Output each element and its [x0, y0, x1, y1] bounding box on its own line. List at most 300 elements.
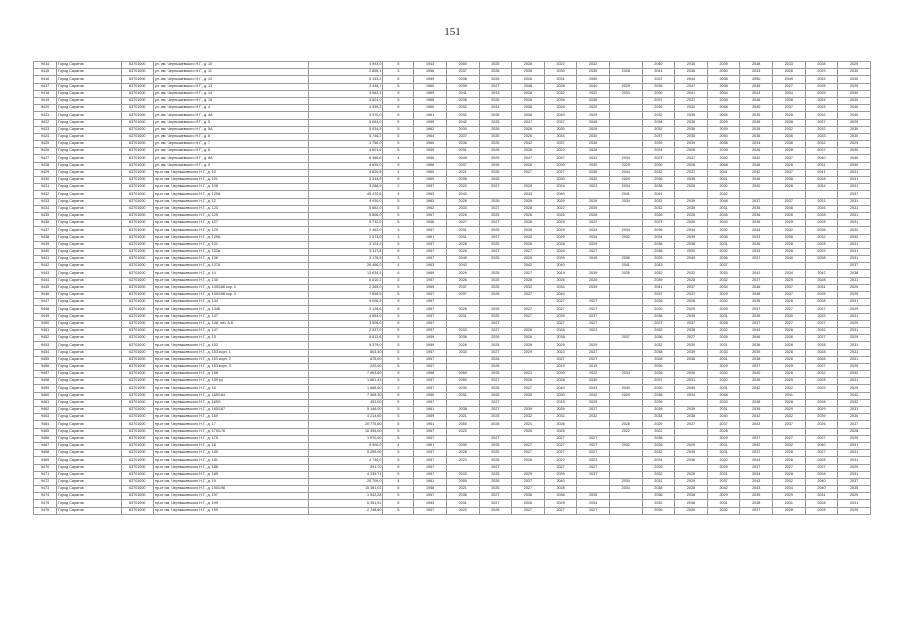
work-year-col-10: 2042	[740, 169, 773, 176]
table-row	[34, 234, 871, 241]
work-year-col-10: 2050	[740, 76, 773, 83]
address: ул. им. Чернышевского Н.Г., д. 8А	[153, 155, 308, 162]
work-year-col-13: 2031	[838, 349, 871, 356]
table-row	[34, 220, 871, 227]
build-year: 1957	[414, 292, 447, 299]
work-year-col-1: 2043	[446, 263, 479, 270]
work-year-col-8: 2036	[675, 500, 708, 507]
build-year: 1969	[414, 90, 447, 97]
address: ул. им. Чернышевского Н.Г., д. 9	[153, 162, 308, 169]
work-year-col-11: 2032	[773, 227, 806, 234]
work-year-col-10: 2039	[740, 378, 773, 385]
work-year-col-11: 2029	[773, 277, 806, 284]
work-year-col-5: 2030	[577, 162, 610, 169]
work-year-col-9: 2028	[707, 320, 740, 327]
address: ул. им. Чернышевского Н.Г., д. 5	[153, 119, 308, 126]
table-row	[34, 414, 871, 421]
work-year-col-12: 2028	[805, 378, 838, 385]
oktmo-code: 63701000	[121, 184, 153, 191]
work-year-col-2: 2026	[479, 306, 512, 313]
work-year-col-10: 2037	[740, 198, 773, 205]
work-year-col-10: 2034	[740, 227, 773, 234]
work-year-col-8: 2049	[675, 256, 708, 263]
work-year-col-9: 2032	[707, 371, 740, 378]
work-year-col-8	[675, 428, 708, 435]
floors: 5	[383, 342, 414, 349]
work-year-col-11: 2028	[773, 457, 806, 464]
table-row	[34, 471, 871, 478]
work-year-col-13: 2037	[838, 263, 871, 270]
work-year-col-10: 2033	[740, 248, 773, 255]
table-row	[34, 162, 871, 169]
work-year-col-5: 2043	[577, 385, 610, 392]
municipality: Город Саратов	[57, 220, 121, 227]
work-year-col-2: 2026	[479, 292, 512, 299]
oktmo-code: 63701000	[121, 442, 153, 449]
total-area: 4 601,6	[308, 148, 383, 155]
table-row	[34, 349, 871, 356]
address: пр-кт им. Чернышевского Н.Г., д. 125	[153, 212, 308, 219]
work-year-col-3	[512, 320, 545, 327]
work-year-col-11: 2029	[773, 220, 806, 227]
work-year-col-2: 2027	[479, 248, 512, 255]
work-year-col-8: 2037	[675, 169, 708, 176]
work-year-col-13: 2029	[838, 435, 871, 442]
floors: 4	[383, 169, 414, 176]
work-year-col-5	[577, 263, 610, 270]
work-year-col-4: 2037	[544, 119, 577, 126]
oktmo-code: 63701000	[121, 306, 153, 313]
work-year-col-8: 2044	[675, 76, 708, 83]
work-year-col-11: 2028	[773, 148, 806, 155]
municipality: Город Саратов	[57, 198, 121, 205]
work-year-col-12	[805, 263, 838, 270]
address: пр-кт им. Чернышевского Н.Г., д. 144	[153, 299, 308, 306]
floors: 5	[383, 421, 414, 428]
floors: 5	[383, 62, 414, 69]
work-year-col-5: 2027	[577, 407, 610, 414]
table-row	[34, 97, 871, 104]
work-year-col-12: 2041	[805, 169, 838, 176]
work-year-col-6	[609, 464, 642, 471]
work-year-col-8: 2028	[675, 162, 708, 169]
work-year-col-9: 2032	[707, 191, 740, 198]
work-year-col-8	[675, 363, 708, 370]
total-area: 5 295,00	[308, 450, 383, 457]
work-year-col-7: 2037	[642, 76, 675, 83]
work-year-col-9: 2039	[707, 62, 740, 69]
work-year-col-12: 2037	[805, 119, 838, 126]
work-year-col-12: 2029	[805, 385, 838, 392]
work-year-col-2: 2026	[479, 97, 512, 104]
work-year-col-13: 2030	[838, 162, 871, 169]
work-year-col-6: 2034	[609, 155, 642, 162]
work-year-col-6: 2041	[609, 191, 642, 198]
work-year-col-7: 2027	[642, 320, 675, 327]
work-year-col-12: 2029	[805, 69, 838, 76]
row-number: 9421	[34, 112, 57, 119]
address: пр-кт им. Чернышевского Н.Г., д. 120А	[153, 191, 308, 198]
work-year-col-10: 2039	[740, 493, 773, 500]
floors: 5	[383, 76, 414, 83]
total-area: 5 117,8	[308, 248, 383, 255]
municipality: Город Саратов	[57, 133, 121, 140]
work-year-col-13: 2029	[838, 320, 871, 327]
work-year-col-12: 2028	[805, 507, 838, 514]
table-row	[34, 313, 871, 320]
municipality: Город Саратов	[57, 155, 121, 162]
work-year-col-8: 2039	[675, 141, 708, 148]
work-year-col-2: 2025	[479, 177, 512, 184]
work-year-col-7: 2030	[642, 90, 675, 97]
work-year-col-7: 2039	[642, 399, 675, 406]
oktmo-code: 63701000	[121, 227, 153, 234]
work-year-col-1: 2028	[446, 450, 479, 457]
floors: 5	[383, 371, 414, 378]
oktmo-code: 63701000	[121, 450, 153, 457]
floors: 4	[383, 155, 414, 162]
work-year-col-12: 2029	[805, 90, 838, 97]
floors: 5	[383, 112, 414, 119]
work-year-col-11: 2028	[773, 356, 806, 363]
municipality: Город Саратов	[57, 385, 121, 392]
address: пр-кт им. Чернышевского Н.Г., д. 19	[153, 478, 308, 485]
oktmo-code: 63701000	[121, 234, 153, 241]
work-year-col-8: 2039	[675, 349, 708, 356]
work-year-col-13: 2029	[838, 507, 871, 514]
total-area: 3 124,2	[308, 241, 383, 248]
municipality: Город Саратов	[57, 205, 121, 212]
work-year-col-4: 2029	[544, 198, 577, 205]
work-year-col-9: 2029	[707, 363, 740, 370]
build-year: 1959	[414, 414, 447, 421]
municipality: Город Саратов	[57, 442, 121, 449]
work-year-col-11: 2038	[773, 205, 806, 212]
work-year-col-6	[609, 141, 642, 148]
work-year-col-4: 2040	[544, 385, 577, 392]
work-year-col-3: 2026	[512, 76, 545, 83]
work-year-col-8: 2028	[675, 486, 708, 493]
work-year-col-7: 2037	[642, 133, 675, 140]
work-year-col-6	[609, 378, 642, 385]
work-year-col-8: 2039	[675, 313, 708, 320]
work-year-col-9: 2033	[707, 399, 740, 406]
oktmo-code: 63701000	[121, 112, 153, 119]
work-year-col-4: 2023	[544, 349, 577, 356]
floors: 5	[383, 97, 414, 104]
build-year: 1957	[414, 277, 447, 284]
work-year-col-3: 2026	[512, 133, 545, 140]
work-year-col-11: 2038	[773, 234, 806, 241]
row-number: 9426	[34, 148, 57, 155]
work-year-col-3: 2021	[512, 421, 545, 428]
work-year-col-10: 2033	[740, 234, 773, 241]
work-year-col-1: 2028	[446, 241, 479, 248]
work-year-col-8: 2038	[675, 356, 708, 363]
work-year-col-9: 2034	[707, 284, 740, 291]
table-row	[34, 177, 871, 184]
work-year-col-2: 2026	[479, 133, 512, 140]
work-year-col-6	[609, 277, 642, 284]
work-year-col-13: 2040	[838, 112, 871, 119]
work-year-col-2: 2025	[479, 270, 512, 277]
work-year-col-13: 2030	[838, 133, 871, 140]
work-year-col-3: 2028	[512, 220, 545, 227]
address: пр-кт им. Чернышевского Н.Г., д. 140/166 кор. 1	[153, 284, 308, 291]
row-number: 9464	[34, 421, 57, 428]
work-year-col-5	[577, 478, 610, 485]
work-year-col-4: 2027	[544, 435, 577, 442]
work-year-col-9: 2037	[707, 421, 740, 428]
work-year-col-8: 2028	[675, 299, 708, 306]
housing-register-table	[33, 61, 871, 515]
work-year-col-12: 2026	[805, 421, 838, 428]
oktmo-code: 63701000	[121, 399, 153, 406]
floors: 5	[383, 284, 414, 291]
work-year-col-3: 2032	[512, 284, 545, 291]
work-year-col-1: 2037	[446, 69, 479, 76]
row-number: 9449	[34, 313, 57, 320]
work-year-col-4: 2026	[544, 421, 577, 428]
row-number: 9432	[34, 191, 57, 198]
row-number: 9420	[34, 105, 57, 112]
work-year-col-8: 2035	[675, 62, 708, 69]
work-year-col-4: 2029	[544, 234, 577, 241]
row-number: 9414	[34, 62, 57, 69]
work-year-col-4: 2026	[544, 277, 577, 284]
work-year-col-4: 2028	[544, 486, 577, 493]
work-year-col-5: 2037	[577, 471, 610, 478]
floors: 3	[383, 69, 414, 76]
work-year-col-5: 2046	[577, 119, 610, 126]
address: пр-кт им. Чернышевского Н.Г., д. 189	[153, 471, 308, 478]
work-year-col-7: 2036	[642, 335, 675, 342]
work-year-col-3	[512, 464, 545, 471]
work-year-col-7: 2039	[642, 141, 675, 148]
work-year-col-11: 2027	[773, 464, 806, 471]
build-year: 1957	[414, 435, 447, 442]
work-year-col-3: 2037	[512, 478, 545, 485]
work-year-col-8: 2037	[675, 292, 708, 299]
build-year: 1966	[414, 97, 447, 104]
work-year-col-12: 2027	[805, 450, 838, 457]
work-year-col-8: 2039	[675, 407, 708, 414]
table-row	[34, 83, 871, 90]
total-area: 4 930,0	[308, 198, 383, 205]
work-year-col-8: 2038	[675, 327, 708, 334]
build-year: 1957	[414, 227, 447, 234]
work-year-col-10: 2034	[740, 471, 773, 478]
work-year-col-5: 2032	[577, 414, 610, 421]
work-year-col-6	[609, 356, 642, 363]
total-area: 3 906,0	[308, 320, 383, 327]
work-year-col-5: 2023	[577, 327, 610, 334]
municipality: Город Саратов	[57, 184, 121, 191]
work-year-col-2: 2025	[479, 442, 512, 449]
work-year-col-13: 2029	[838, 284, 871, 291]
work-year-col-13: 2040	[838, 155, 871, 162]
work-year-col-1: 2050	[446, 478, 479, 485]
work-year-col-8: 2030	[675, 507, 708, 514]
address: пр-кт им. Чернышевского Н.Г., д. 190/198	[153, 486, 308, 493]
work-year-col-12: 2027	[805, 306, 838, 313]
table-row	[34, 284, 871, 291]
work-year-col-8	[675, 399, 708, 406]
row-number: 9436	[34, 220, 57, 227]
floors: 5	[383, 90, 414, 97]
work-year-col-1: 2050	[446, 371, 479, 378]
work-year-col-10: 2036	[740, 133, 773, 140]
work-year-col-6	[609, 320, 642, 327]
work-year-col-7: 2032	[642, 112, 675, 119]
address: ул. им. Чернышевского Н.Г., д. 12	[153, 76, 308, 83]
oktmo-code: 63701000	[121, 478, 153, 485]
work-year-col-1: 2026	[446, 306, 479, 313]
work-year-col-12: 2026	[805, 205, 838, 212]
work-year-col-2: 2026	[479, 335, 512, 342]
work-year-col-10: 2045	[740, 119, 773, 126]
work-year-col-2: 2025	[479, 385, 512, 392]
total-area: 1 668,60	[308, 385, 383, 392]
address: пр-кт им. Чернышевского Н.Г., д. 108	[153, 184, 308, 191]
work-year-col-3: 2030	[512, 234, 545, 241]
build-year: 1961	[414, 442, 447, 449]
work-year-col-7: 2036	[642, 507, 675, 514]
row-number: 9456	[34, 363, 57, 370]
address: пр-кт им. Чернышевского Н.Г., д. 147	[153, 327, 308, 334]
oktmo-code: 63701000	[121, 169, 153, 176]
work-year-col-10: 2038	[740, 500, 773, 507]
total-area: 5 746,2	[308, 133, 383, 140]
floors: 5	[383, 277, 414, 284]
work-year-col-11	[773, 428, 806, 435]
municipality: Город Саратов	[57, 363, 121, 370]
work-year-col-7: 2034	[642, 234, 675, 241]
work-year-col-1: 2022	[446, 507, 479, 514]
work-year-col-2: 2025	[479, 227, 512, 234]
work-year-col-4: 2022	[544, 62, 577, 69]
total-area: 4 853,0	[308, 313, 383, 320]
work-year-col-1: 2026	[446, 277, 479, 284]
work-year-col-7: 2034	[642, 414, 675, 421]
build-year: 1959	[414, 76, 447, 83]
work-year-col-1: 2037	[446, 133, 479, 140]
table-row	[34, 320, 871, 327]
work-year-col-5: 2037	[577, 349, 610, 356]
work-year-col-5: 2026	[577, 277, 610, 284]
work-year-col-3: 2028	[512, 62, 545, 69]
total-area: 5 146,00	[308, 407, 383, 414]
work-year-col-11: 2037	[773, 198, 806, 205]
work-year-col-13: 2030	[838, 90, 871, 97]
work-year-col-12	[805, 428, 838, 435]
work-year-col-5: 2032	[577, 90, 610, 97]
work-year-col-8: 2036	[675, 126, 708, 133]
work-year-col-3: 2021	[512, 371, 545, 378]
table-row	[34, 378, 871, 385]
work-year-col-4: 2026	[544, 342, 577, 349]
work-year-col-13: 2031	[838, 457, 871, 464]
work-year-col-9: 2038	[707, 76, 740, 83]
work-year-col-13: 2031	[838, 313, 871, 320]
work-year-col-3: 2036	[512, 105, 545, 112]
work-year-col-12: 2027	[805, 464, 838, 471]
work-year-col-10: 2038	[740, 356, 773, 363]
build-year: 1957	[414, 349, 447, 356]
work-year-col-7: 2029	[642, 306, 675, 313]
floors: 5	[383, 392, 414, 399]
work-year-col-12: 2028	[805, 299, 838, 306]
work-year-col-4: 2030	[544, 69, 577, 76]
work-year-col-8: 2039	[675, 177, 708, 184]
work-year-col-11: 2034	[773, 90, 806, 97]
work-year-col-5: 2030	[577, 133, 610, 140]
row-number: 9461	[34, 399, 57, 406]
work-year-col-10: 2046	[740, 177, 773, 184]
work-year-col-2: 2026	[479, 162, 512, 169]
build-year: 1956	[414, 69, 447, 76]
work-year-col-13: 2032	[838, 399, 871, 406]
table-row	[34, 212, 871, 219]
municipality: Город Саратов	[57, 471, 121, 478]
work-year-col-4: 2039	[544, 313, 577, 320]
work-year-col-7: 2026	[642, 212, 675, 219]
oktmo-code: 63701000	[121, 507, 153, 514]
address: пр-кт им. Чернышевского Н.Г., д. 170/176	[153, 428, 308, 435]
work-year-col-7: 2028	[642, 356, 675, 363]
work-year-col-4: 2030	[544, 371, 577, 378]
address: ул. им. Чернышевского Н.Г., д. 4А	[153, 112, 308, 119]
build-year: 1957	[414, 299, 447, 306]
work-year-col-6	[609, 363, 642, 370]
table-row	[34, 69, 871, 76]
work-year-col-4: 2027	[544, 169, 577, 176]
municipality: Город Саратов	[57, 371, 121, 378]
work-year-col-5: 2027	[577, 299, 610, 306]
total-area: 1 942,28	[308, 493, 383, 500]
floors: 5	[383, 177, 414, 184]
row-number: 9423	[34, 126, 57, 133]
work-year-col-6	[609, 112, 642, 119]
row-number: 9437	[34, 227, 57, 234]
work-year-col-2: 2027	[479, 407, 512, 414]
oktmo-code: 63701000	[121, 342, 153, 349]
work-year-col-13: 2031	[838, 442, 871, 449]
work-year-col-1: 2033	[446, 205, 479, 212]
work-year-col-6	[609, 284, 642, 291]
floors: 5	[383, 205, 414, 212]
table-row	[34, 428, 871, 435]
work-year-col-13: 2031	[838, 220, 871, 227]
table-row	[34, 356, 871, 363]
municipality: Город Саратов	[57, 62, 121, 69]
work-year-col-12: 2028	[805, 241, 838, 248]
work-year-col-7: 2032	[642, 270, 675, 277]
work-year-col-2: 2026	[479, 507, 512, 514]
total-area: 4 339,71	[308, 471, 383, 478]
municipality: Город Саратов	[57, 234, 121, 241]
address: пр-кт им. Чернышевского Н.Г., д. 10	[153, 169, 308, 176]
work-year-col-6: 2036	[609, 256, 642, 263]
floors: 5	[383, 133, 414, 140]
municipality: Город Саратов	[57, 90, 121, 97]
work-year-col-1	[446, 399, 479, 406]
build-year: 1960	[414, 83, 447, 90]
table-row	[34, 342, 871, 349]
work-year-col-6: 2034	[609, 227, 642, 234]
work-year-col-9: 2029	[707, 119, 740, 126]
work-year-col-9: 2032	[707, 507, 740, 514]
